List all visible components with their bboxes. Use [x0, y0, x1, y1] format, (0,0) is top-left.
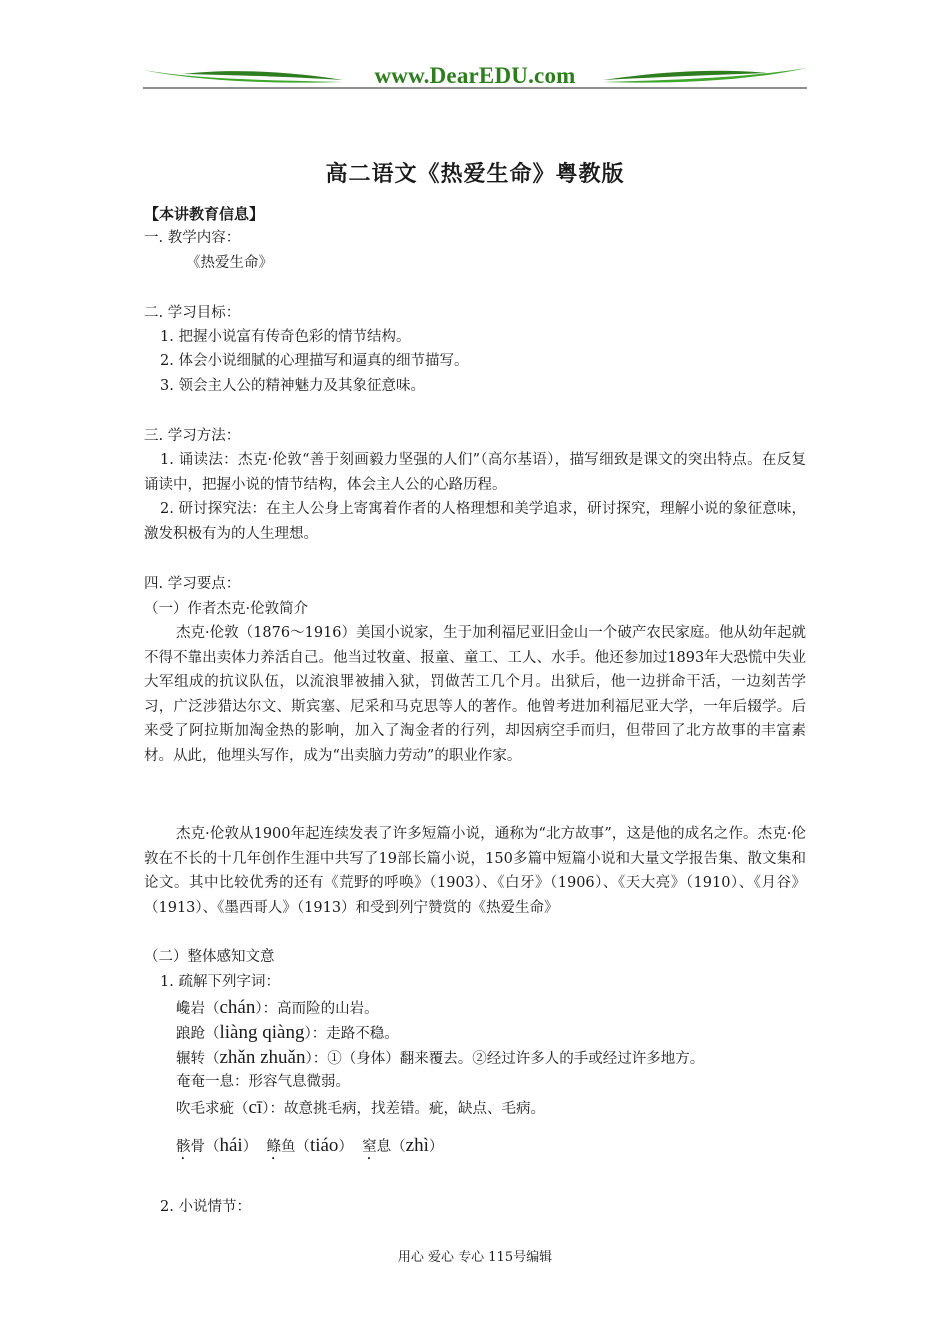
- section-header: 【本讲教育信息】: [144, 205, 265, 223]
- s1-item: 《热爱生命》: [186, 255, 273, 271]
- plot-heading: 2. 小说情节：: [160, 1199, 251, 1215]
- vocab-heading: 1. 疏解下列字词：: [160, 974, 280, 990]
- page-footer: 用心 爱心 专心 115号编辑: [397, 1250, 553, 1265]
- s4-sub1: （一）作者杰克·伦敦简介: [144, 601, 309, 617]
- s4-sub2: （二）整体感知文意: [144, 949, 275, 965]
- s4-heading: 四. 学习要点：: [144, 576, 241, 592]
- s2-item: 1. 把握小说富有传奇色彩的情节结构。: [160, 329, 411, 345]
- vocab-item: 吹毛求疵（cī）：故意挑毛病，找差错。疵，缺点、毛病。: [176, 1097, 545, 1118]
- s2-heading: 二. 学习目标：: [144, 305, 241, 321]
- vocab-pronunciation-row: 骸骨（hái） 鲦鱼（tiáo） 窒息（zhì）: [176, 1135, 444, 1156]
- vocab-item: 辗转（zhǎn zhuǎn）：①（身体）翻来覆去。②经过许多人的手或经过许多地方。: [176, 1047, 705, 1068]
- s3-heading: 三. 学习方法：: [144, 428, 241, 444]
- site-logo-text: www.DearEDU.com: [374, 63, 576, 88]
- s1-heading: 一. 教学内容：: [144, 230, 241, 246]
- s3-method-1: 1. 诵读法：杰克·伦敦“善于刻画毅力坚强的人们”（高尔基语），描写细致是课文的突出特点。在反复诵读中，把握小说的情节结构，体会主人公的心路历程。: [144, 452, 806, 493]
- s3-method-2: 2. 研讨探究法：在主人公身上寄寓着作者的人格理想和美学追求，研讨探究，理解小说的象征意味，激发积极有为的人生理想。: [144, 501, 806, 542]
- header-banner: [143, 60, 807, 92]
- author-paragraph-2: 杰克·伦敦从1900年起连续发表了许多短篇小说，通称为“北方故事”，这是他的成名之作。杰克·伦敦在不长的十几年创作生涯中共写了19部长篇小说，150多篇中短篇小说和大量文学报告集、散文集和论文。其中比较优秀的还有《荒野的呼唤》（1903）、《白牙》（1906）、《天大亮》（1910）、《月谷》（1913）、《墨西哥人》（1913）和受到列宁赞赏的《热爱生命》: [144, 826, 806, 916]
- s2-item: 3. 领会主人公的精神魅力及其象征意味。: [160, 378, 425, 394]
- page-title: 高二语文《热爱生命》粤教版: [325, 161, 625, 187]
- vocab-item: 巉岩（chán）：高而险的山岩。: [176, 997, 379, 1018]
- vocab-item: 奄奄一息：形容气息微弱。: [176, 1074, 350, 1090]
- s2-item: 2. 体会小说细腻的心理描写和逼真的细节描写。: [160, 353, 469, 369]
- vocab-item: 踉跄（liàng qiàng）：走路不稳。: [176, 1022, 399, 1043]
- author-paragraph-1: 杰克·伦敦（1876～1916）美国小说家，生于加利福尼亚旧金山一个破产农民家庭。他从幼年起就不得不靠出卖体力养活自己。他当过牧童、报童、童工、工人、水手。他还参加过1893年大恐慌中失业大军组成的抗议队伍，以流浪罪被捕入狱，罚做苦工几个月。出狱后，他一边拼命干活，一边刻苦学习，广泛涉猎达尔文、斯宾塞、尼采和马克思等人的著作。他曾考进加利福尼亚大学，一年后辍学。后来受了阿拉斯加淘金热的影响，加入了淘金者的行列，却因病空手而归，但带回了北方故事的丰富素材。从此，他埋头写作，成为“出卖脑力劳动”的职业作家。: [144, 625, 806, 764]
